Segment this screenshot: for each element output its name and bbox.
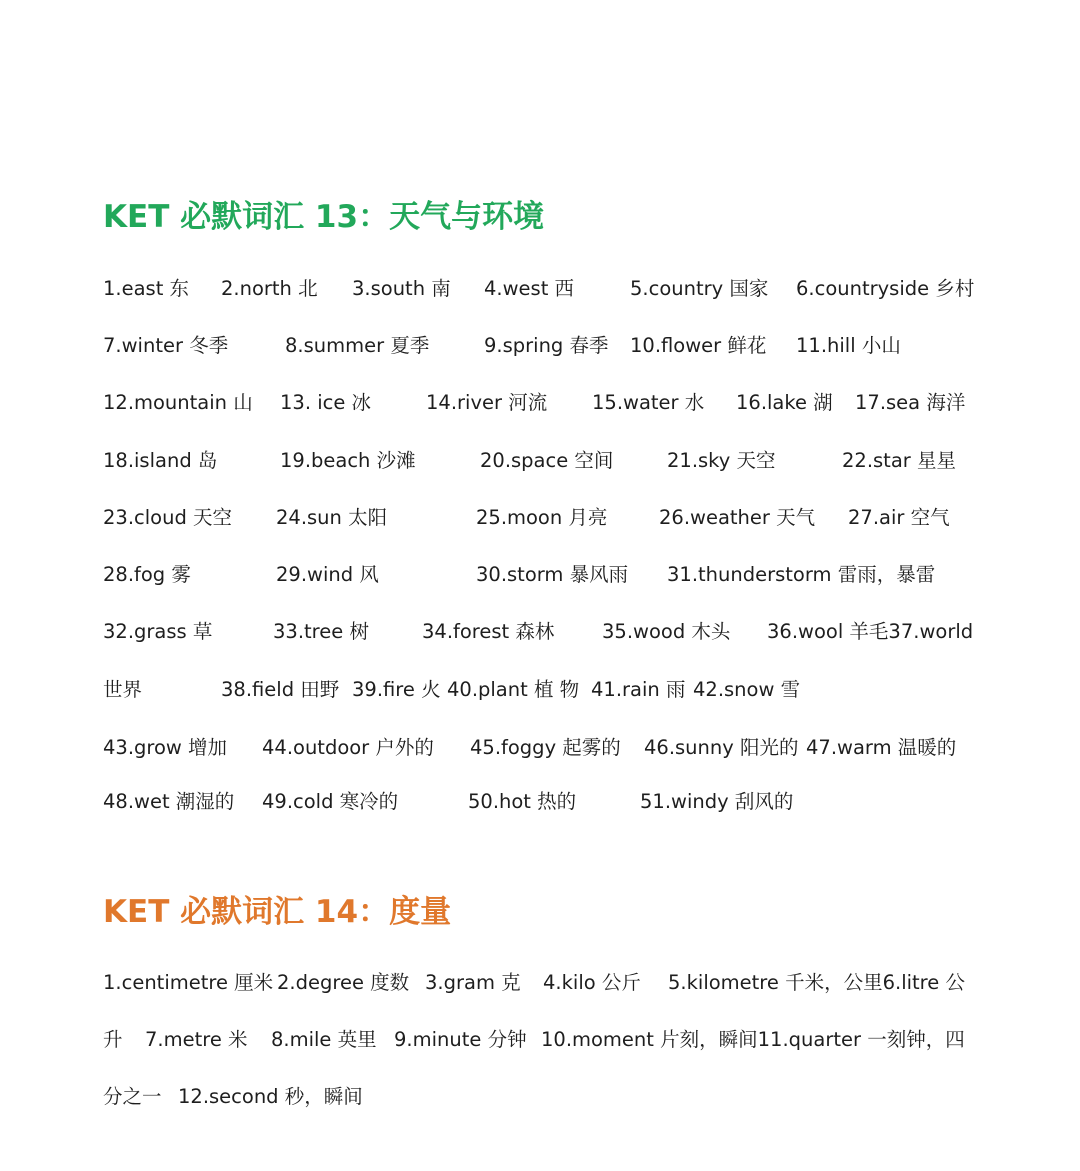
vocab-item: 38.field 田野	[221, 678, 340, 701]
vocab-item: 4.west 西	[484, 277, 575, 300]
vocab-item: 31.thunderstorm 雷雨，暴雷	[667, 563, 936, 586]
section-14-title: KET 必默词汇 14：度量	[103, 894, 452, 930]
vocab-item: 50.hot 热的	[468, 790, 577, 813]
vocab-item: 8.summer 夏季	[285, 334, 430, 357]
vocab-line	[103, 733, 983, 763]
vocab-item: 2.north 北	[221, 277, 318, 300]
vocab-item: 13. ice 冰	[280, 391, 372, 414]
vocab-item: 44.outdoor 户外的	[262, 736, 434, 759]
vocab-item: 11.hill 小山	[796, 334, 901, 357]
vocab-line	[103, 1025, 983, 1055]
vocab-item: 39.fire 火	[352, 678, 441, 701]
vocab-item: 28.fog 雾	[103, 563, 191, 586]
vocab-item: 7.metre 米	[145, 1028, 248, 1051]
vocab-item: 升	[103, 1028, 123, 1051]
vocab-line	[103, 675, 983, 705]
vocab-item: 2.degree 度数	[277, 971, 410, 994]
vocab-item: 42.snow 雪	[693, 678, 801, 701]
vocab-item: 14.river 河流	[426, 391, 548, 414]
vocab-item: 24.sun 太阳	[276, 506, 388, 529]
vocab-item: 33.tree 树	[273, 620, 369, 643]
vocab-item: 40.plant 植 物	[447, 678, 580, 701]
vocab-item: 12.mountain 山	[103, 391, 253, 414]
vocab-item: 分之一	[103, 1085, 162, 1108]
vocab-line	[103, 503, 983, 533]
vocab-item: 世界	[103, 678, 143, 701]
vocab-item: 48.wet 潮湿的	[103, 790, 235, 813]
vocab-item: 15.water 水	[592, 391, 705, 414]
vocab-item: 25.moon 月亮	[476, 506, 608, 529]
vocab-item: 20.space 空间	[480, 449, 614, 472]
vocab-item: 22.star 星星	[842, 449, 956, 472]
vocab-item: 1.centimetre 厘米	[103, 971, 274, 994]
vocab-item: 21.sky 天空	[667, 449, 776, 472]
section-13-title: KET 必默词汇 13：天气与环境	[103, 199, 545, 235]
vocab-item: 32.grass 草	[103, 620, 213, 643]
vocab-item: 6.countryside 乡村	[796, 277, 975, 300]
vocab-item: 8.mile 英里	[271, 1028, 377, 1051]
vocab-item: 9.spring 春季	[484, 334, 609, 357]
vocab-item: 47.warm 温暖的	[806, 736, 957, 759]
vocab-item: 10.flower 鲜花	[630, 334, 767, 357]
vocab-item: 18.island 岛	[103, 449, 218, 472]
vocab-item: 30.storm 暴风雨	[476, 563, 629, 586]
vocab-item: 1.east 东	[103, 277, 190, 300]
vocab-item: 34.forest 森林	[422, 620, 555, 643]
vocab-item: 45.foggy 起雾的	[470, 736, 621, 759]
vocab-item: 5.country 国家	[630, 277, 769, 300]
vocab-line	[103, 274, 983, 304]
vocab-item: 3.gram 克	[425, 971, 521, 994]
vocab-item: 9.minute 分钟	[394, 1028, 527, 1051]
vocab-item: 16.lake 湖	[736, 391, 833, 414]
vocab-line	[103, 331, 983, 361]
vocab-line	[103, 446, 983, 476]
vocab-item: 27.air 空气	[848, 506, 950, 529]
vocab-item: 51.windy 刮风的	[640, 790, 794, 813]
vocab-item: 26.weather 天气	[659, 506, 816, 529]
vocab-item: 43.grow 增加	[103, 736, 228, 759]
vocab-item: 19.beach 沙滩	[280, 449, 416, 472]
vocab-line	[103, 388, 983, 418]
vocab-item: 36.wool 羊毛37.world	[767, 620, 974, 643]
vocab-line	[103, 560, 983, 590]
vocab-item: 12.second 秒，瞬间	[178, 1085, 363, 1108]
vocab-item: 49.cold 寒冷的	[262, 790, 399, 813]
vocab-item: 10.moment 片刻，瞬间11.quarter 一刻钟，四	[541, 1028, 965, 1051]
vocab-line	[103, 617, 983, 647]
vocab-line	[103, 968, 983, 998]
vocab-item: 41.rain 雨	[591, 678, 686, 701]
vocab-item: 3.south 南	[352, 277, 451, 300]
vocab-item: 7.winter 冬季	[103, 334, 229, 357]
vocab-item: 5.kilometre 千米，公里6.litre 公	[668, 971, 965, 994]
vocab-line	[103, 1082, 983, 1112]
vocab-line	[103, 787, 983, 817]
vocab-item: 4.kilo 公斤	[543, 971, 641, 994]
vocab-item: 17.sea 海洋	[855, 391, 966, 414]
vocab-item: 46.sunny 阳光的	[644, 736, 799, 759]
vocab-item: 29.wind 风	[276, 563, 379, 586]
vocab-item: 35.wood 木头	[602, 620, 731, 643]
vocab-item: 23.cloud 天空	[103, 506, 233, 529]
